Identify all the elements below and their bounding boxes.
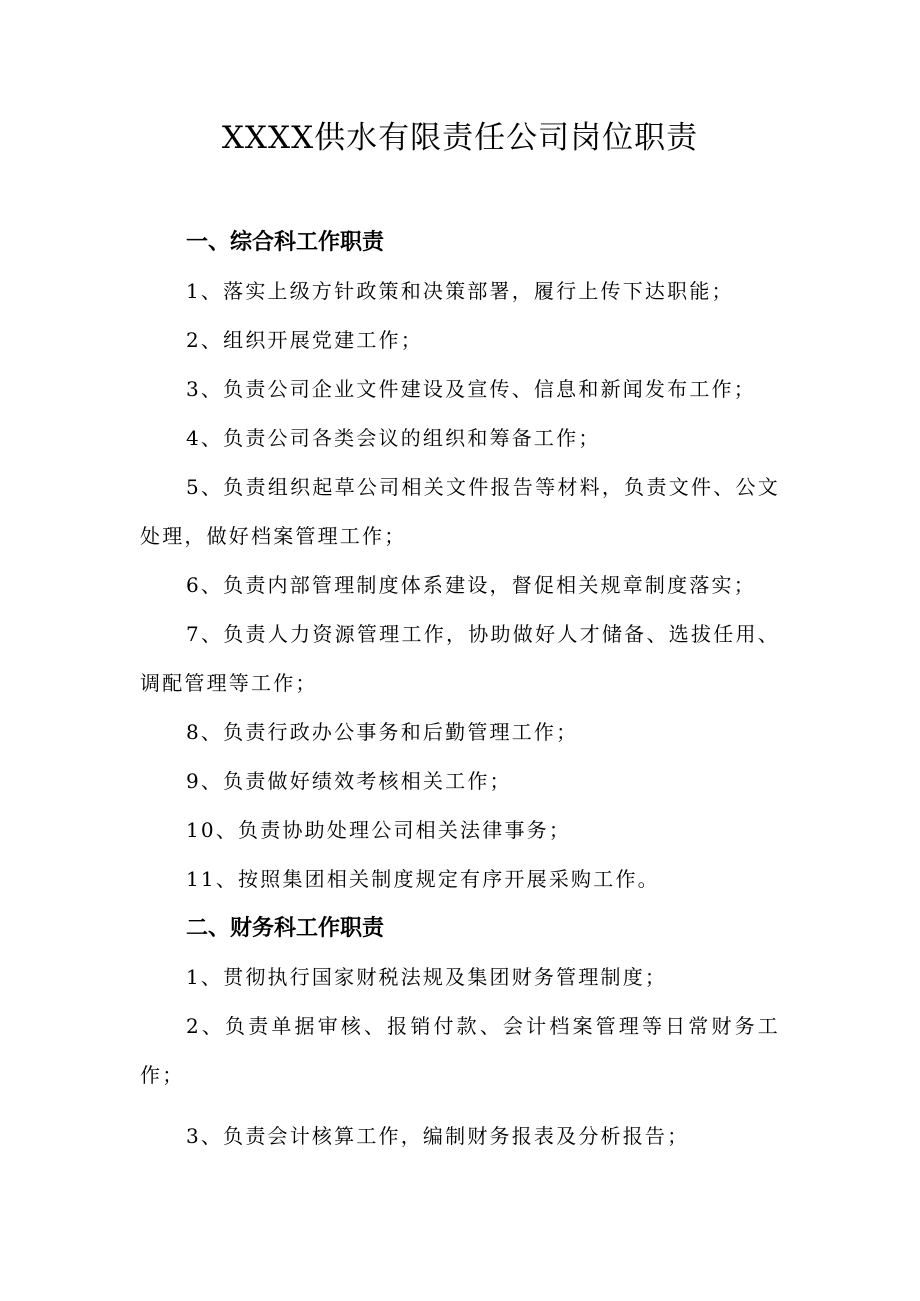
- section-heading-finance: 二、财务科工作职责: [186, 916, 385, 941]
- duty-item: 1、落实上级方针政策和决策部署，履行上传下达职能；: [186, 279, 734, 303]
- duty-item: 2、组织开展党建工作；: [186, 328, 423, 352]
- section-heading-general-affairs: 一、综合科工作职责: [186, 230, 385, 255]
- duty-item: 8、负责行政办公事务和后勤管理工作；: [186, 720, 579, 744]
- duty-item: 3、负责公司企业文件建设及宣传、信息和新闻发布工作；: [186, 377, 756, 401]
- duty-item: 1、贯彻执行国家财税法规及集团财务管理制度；: [186, 965, 668, 989]
- duty-item: 7、负责人力资源管理工作，协助做好人才储备、选拔任用、调配管理等工作；: [140, 622, 780, 695]
- duty-item: 5、负责组织起草公司相关文件报告等材料，负责文件、公文处理，做好档案管理工作；: [140, 475, 780, 548]
- duty-item: 10、负责协助处理公司相关法律事务；: [186, 818, 572, 842]
- document-body: [140, 218, 780, 1161]
- duty-item: 11、按照集团相关制度规定有序开展采购工作。: [186, 867, 660, 891]
- duty-item: 3、负责会计核算工作，编制财务报表及分析报告；: [186, 1124, 690, 1148]
- duty-item: 6、负责内部管理制度体系建设，督促相关规章制度落实；: [186, 573, 756, 597]
- duty-item: 2、负责单据审核、报销付款、会计档案管理等日常财务工作；: [140, 1014, 780, 1087]
- document-title: XXXX供水有限责任公司岗位职责: [221, 120, 699, 156]
- duty-item: 9、负责做好绩效考核相关工作；: [186, 769, 512, 793]
- duty-item: 4、负责公司各类会议的组织和筹备工作；: [186, 426, 601, 450]
